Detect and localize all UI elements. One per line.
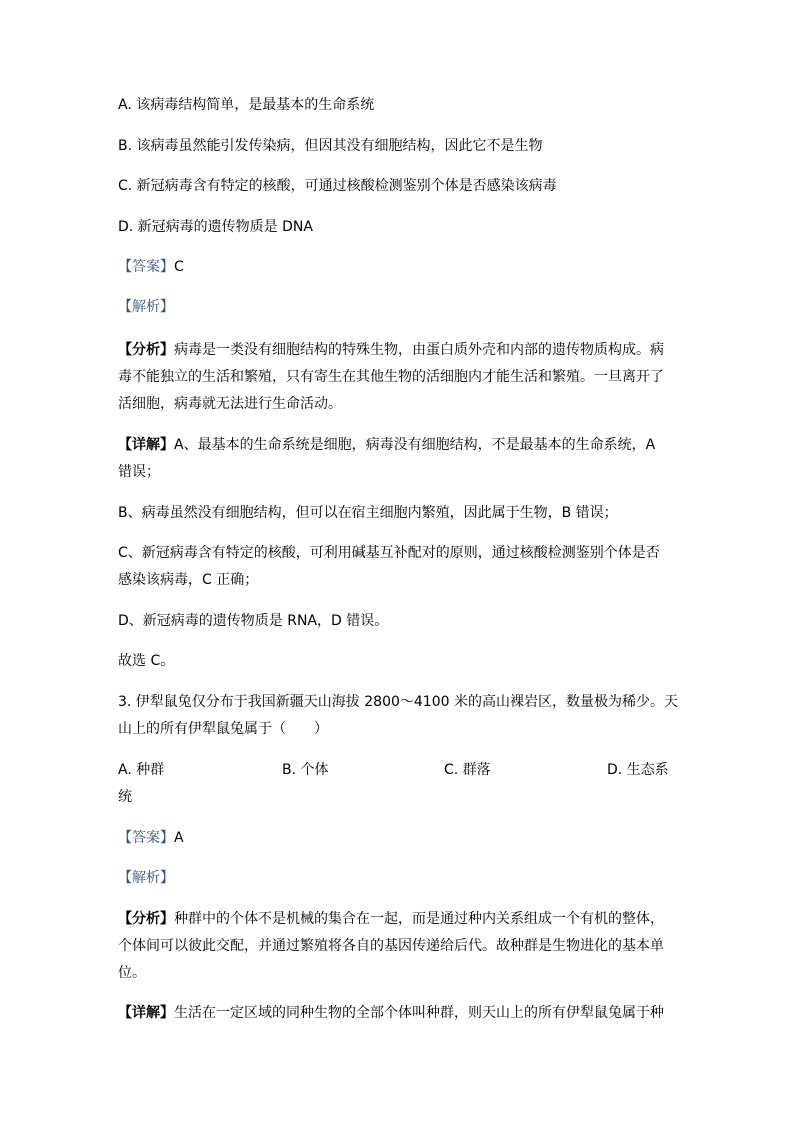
answer-value: C	[174, 259, 184, 275]
q3-detail-text: 生活在一定区域的同种生物的全部个体叫种群，则天山上的所有伊犁鼠兔属于种	[174, 1005, 664, 1021]
q3-detail-line-1	[118, 1005, 664, 1021]
q3-analysis-label: 【分析】	[118, 911, 174, 927]
q3-option-b: B. 个体	[282, 762, 329, 778]
detail-text: A、最基本的生命系统是细胞，病毒没有细胞结构，不是最基本的生命系统，A	[174, 437, 656, 453]
q3-analysis-line-2: 个体间可以彼此交配，并通过繁殖将各自的基因传递给后代。故种群是生物进化的基本单	[118, 938, 664, 954]
q3-option-d-wrap: 统	[118, 789, 132, 805]
q3-analysis-line-1	[118, 911, 664, 927]
detail-line-2: 错误；	[118, 464, 160, 480]
option-b: B. 该病毒虽然能引发传染病，但因其没有细胞结构，因此它不是生物	[118, 138, 543, 154]
analysis-line-2: 毒不能独立的生活和繁殖，只有寄生在其他生物的活细胞内才能生活和繁殖。一旦离开了	[118, 369, 664, 385]
q3-answer-line	[118, 830, 184, 846]
conclusion-line: 故选 C。	[118, 653, 175, 669]
analysis-label: 【分析】	[118, 342, 174, 358]
option-d: D. 新冠病毒的遗传物质是 DNA	[118, 219, 313, 235]
q3-answer-label: 【答案】	[118, 830, 174, 846]
q3-stem-2: 山上的所有伊犁鼠兔属于（ ）	[118, 721, 328, 737]
analysis-text: 病毒是一类没有细胞结构的特殊生物，由蛋白质外壳和内部的遗传物质构成。病	[174, 342, 664, 358]
detail-label: 【详解】	[118, 437, 174, 453]
q3-option-c: C. 群落	[444, 762, 491, 778]
q3-answer-value: A	[174, 830, 184, 846]
q3-option-a: A. 种群	[118, 762, 165, 778]
option-a: A. 该病毒结构简单，是最基本的生命系统	[118, 97, 375, 113]
q3-option-d: D. 生态系	[607, 762, 669, 778]
detail-line-d: D、新冠病毒的遗传物质是 RNA，D 错误。	[118, 613, 389, 629]
detail-line-c1: C、新冠病毒含有特定的核酸，可利用碱基互补配对的原则，通过核酸检测鉴别个体是否	[118, 545, 660, 561]
analysis-line-1	[118, 342, 664, 358]
q3-analysis-line-3: 位。	[118, 965, 146, 981]
explain-label: 【解析】	[118, 299, 174, 315]
answer-label: 【答案】	[118, 259, 174, 275]
q3-detail-label: 【详解】	[118, 1005, 174, 1021]
detail-line-c2: 感染该病毒，C 正确；	[118, 572, 259, 588]
analysis-line-3: 活细胞，病毒就无法进行生命活动。	[118, 396, 342, 412]
q3-analysis-text: 种群中的个体不是机械的集合在一起，而是通过种内关系组成一个有机的整体，	[174, 911, 664, 927]
explain-heading	[118, 299, 174, 315]
q3-stem-1: 3. 伊犁鼠兔仅分布于我国新疆天山海拔 2800～4100 米的高山裸岩区，数量极为稀少。天	[118, 694, 678, 710]
q3-explain-heading	[118, 870, 174, 886]
q3-explain-label: 【解析】	[118, 870, 174, 886]
detail-line-1	[118, 437, 655, 453]
answer-line	[118, 259, 184, 275]
option-c: C. 新冠病毒含有特定的核酸，可通过核酸检测鉴别个体是否感染该病毒	[118, 178, 557, 194]
detail-line-b: B、病毒虽然没有细胞结构，但可以在宿主细胞内繁殖，因此属于生物，B 错误；	[118, 505, 618, 521]
